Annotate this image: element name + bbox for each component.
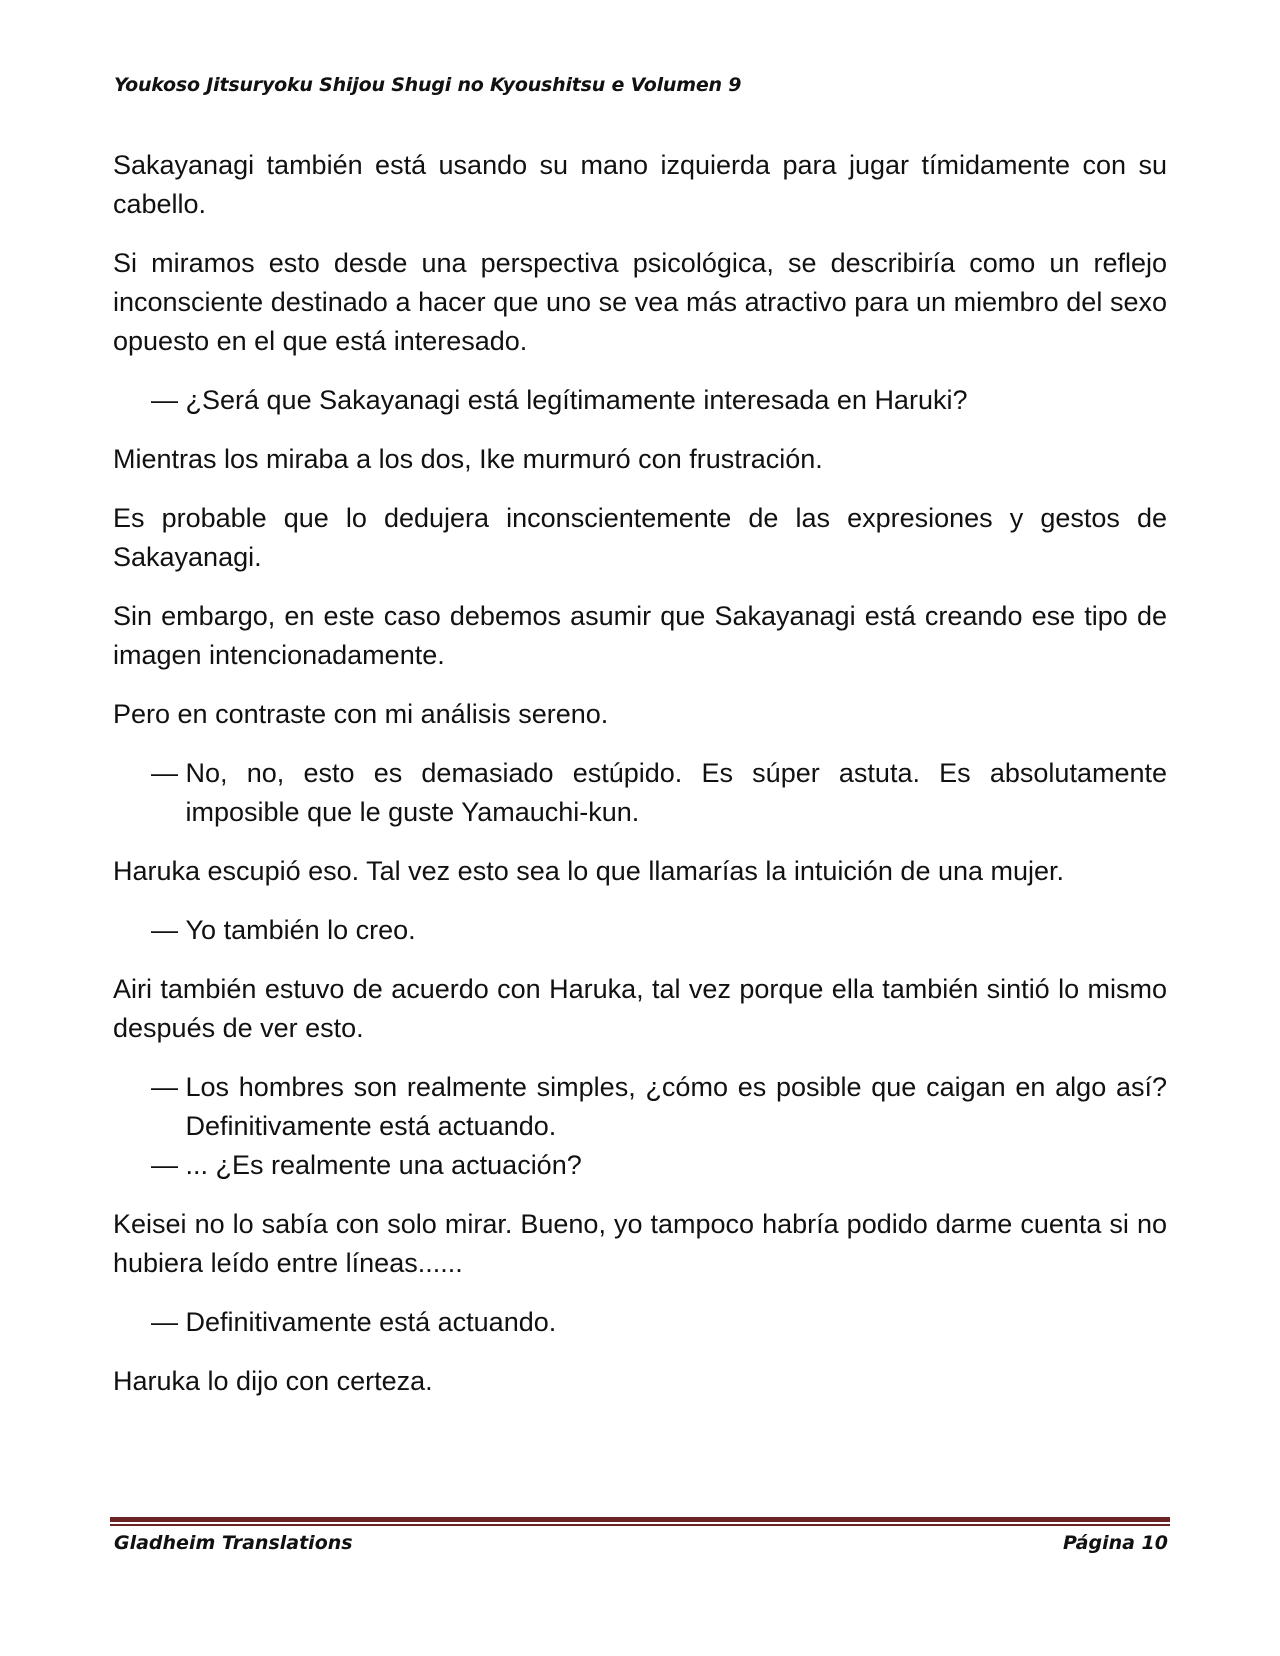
dialogue-line (151, 1068, 1167, 1146)
em-dash: — (151, 1150, 186, 1180)
dialogue-text: Yo también lo creo. (185, 915, 416, 945)
paragraph: Haruka escupió eso. Tal vez esto sea lo que llamarías la intuición de una mujer. (113, 856, 1065, 886)
paragraph: Sakayanagi también está usando su mano izquierda para jugar tímidamente con su cabello. (113, 150, 1167, 219)
paragraph: Airi también estuvo de acuerdo con Haruka, tal vez porque ella también sintió lo mismo después de ver esto. (113, 974, 1167, 1043)
running-header: Youkoso Jitsuryoku Shijou Shugi no Kyoushitsu e Volumen 9 (114, 74, 742, 96)
dialogue-text: Definitivamente está actuando. (185, 1307, 557, 1337)
paragraph: Keisei no lo sabía con solo mirar. Bueno, yo tampoco habría podido darme cuenta si no hubiera leído entre líneas...... (113, 1209, 1167, 1278)
footer-rule-thin (110, 1524, 1170, 1526)
dialogue-text: ¿Será que Sakayanagi está legítimamente interesada en Haruki? (185, 385, 968, 415)
em-dash: — (151, 1072, 186, 1102)
dialogue-line (151, 1303, 1167, 1342)
paragraph: Pero en contraste con mi análisis sereno. (113, 699, 609, 729)
dialogue-text: Los hombres son realmente simples, ¿cómo es posible que caigan en algo así? Definitivamente está actuando. (185, 1072, 1167, 1141)
em-dash: — (151, 758, 186, 788)
dialogue-text: ... ¿Es realmente una actuación? (185, 1150, 582, 1180)
footer-rule-thick (110, 1517, 1170, 1522)
footer-credit: Gladheim Translations (114, 1532, 353, 1554)
page-number: Página 10 (1062, 1532, 1168, 1554)
dialogue-line (151, 381, 1167, 420)
dialogue-line (151, 754, 1167, 832)
paragraph: Si miramos esto desde una perspectiva psicológica, se describiría como un reflejo inconsciente destinado a hacer que uno se vea más atractivo para un miembro del sexo opuesto en el que está interesado. (113, 248, 1167, 356)
paragraph: Mientras los miraba a los dos, Ike murmuró con frustración. (113, 444, 823, 474)
paragraph: Es probable que lo dedujera inconscientemente de las expresiones y gestos de Sakayanagi. (113, 503, 1167, 572)
page-body (113, 146, 1167, 1421)
paragraph: Haruka lo dijo con certeza. (113, 1366, 433, 1396)
dialogue-text: No, no, esto es demasiado estúpido. Es súper astuta. Es absolutamente imposible que le guste Yamauchi-kun. (185, 758, 1167, 827)
dialogue-line (151, 1146, 1167, 1185)
em-dash: — (151, 385, 186, 415)
em-dash: — (151, 1307, 186, 1337)
em-dash: — (151, 915, 186, 945)
dialogue-line (151, 911, 1167, 950)
paragraph: Sin embargo, en este caso debemos asumir que Sakayanagi está creando ese tipo de imagen intencionadamente. (113, 601, 1167, 670)
